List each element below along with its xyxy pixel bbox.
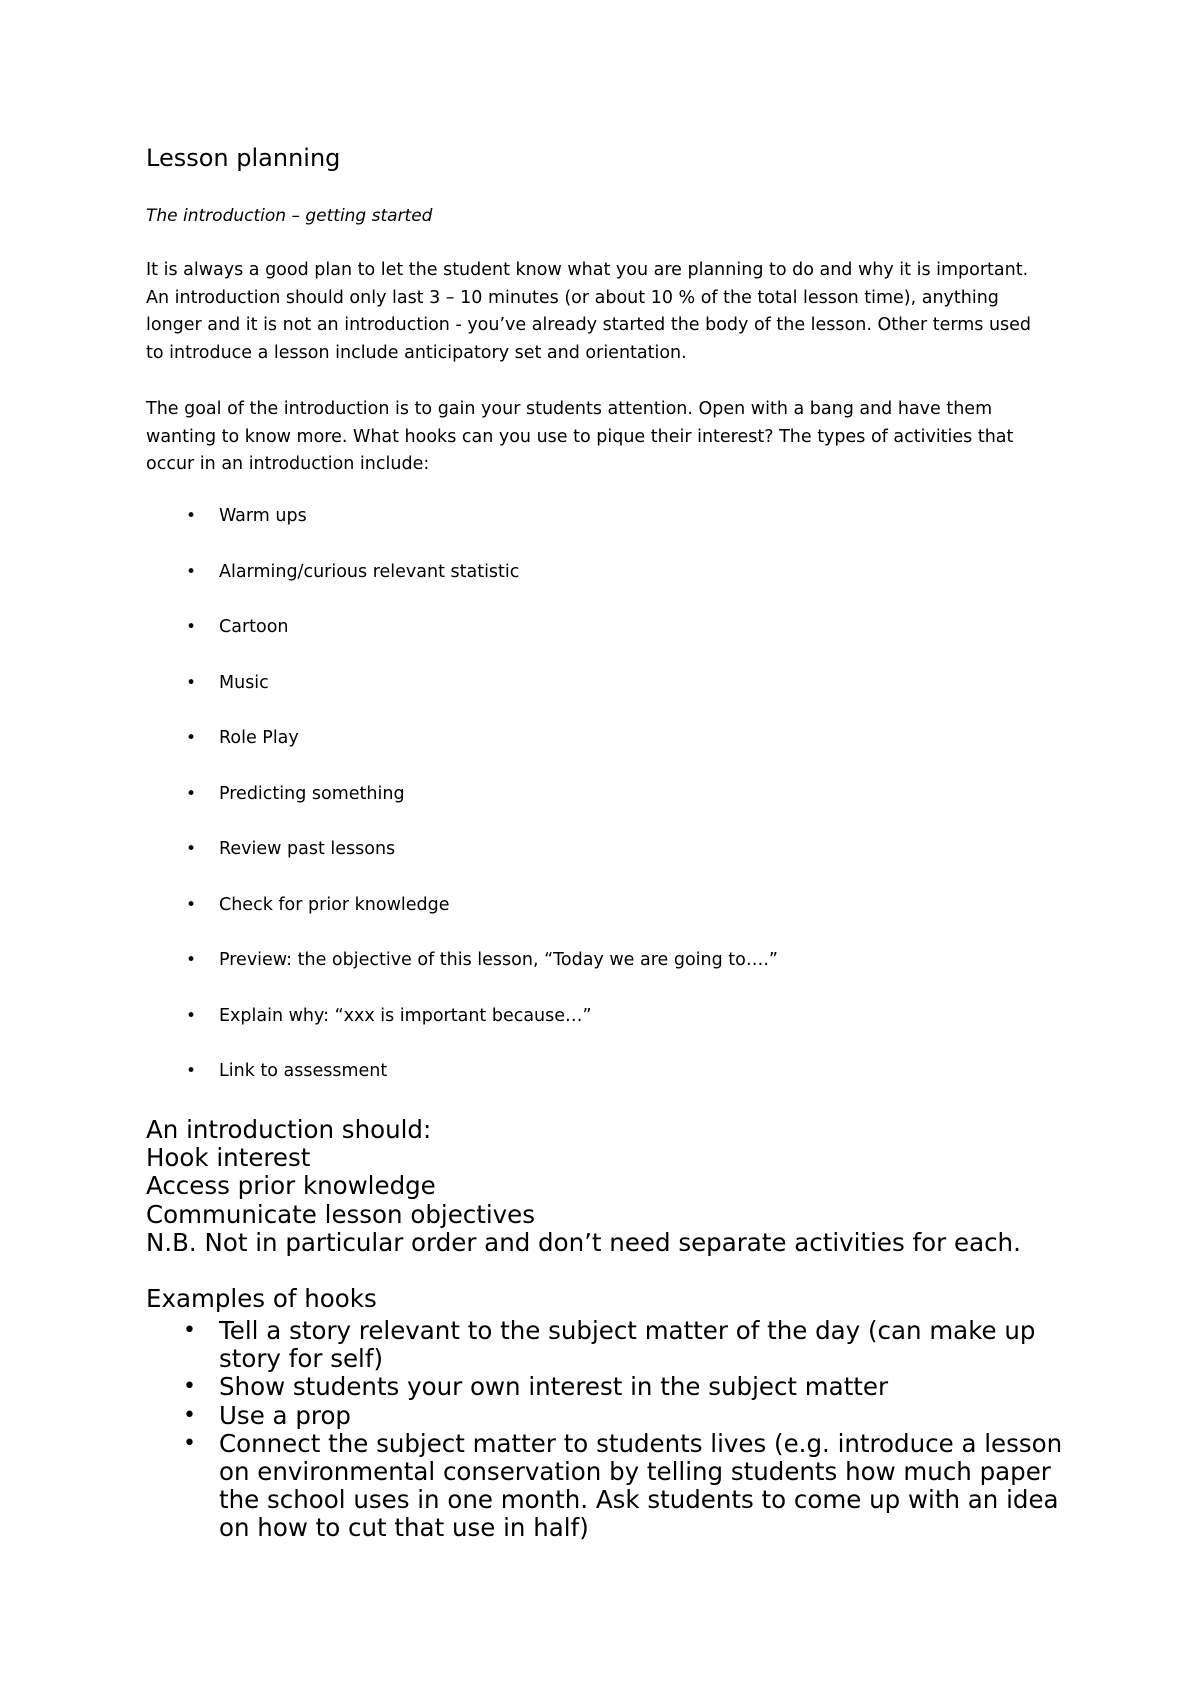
block-line: Hook interest	[146, 1143, 311, 1173]
bullet-icon: •	[183, 1374, 196, 1400]
bullet-icon: •	[186, 950, 197, 970]
list-item-text	[219, 1317, 1062, 1373]
list-item-text: Role Play	[219, 728, 299, 748]
list-item-line: Use a prop	[219, 1400, 351, 1430]
paragraph-line: The goal of the introduction is to gain your students attention. Open with a bang and have them	[146, 399, 993, 419]
list-item	[146, 1373, 1062, 1401]
paragraph-line: It is always a good plan to let the student know what you are planning to do and why it is important.	[146, 260, 1029, 280]
bullet-icon: •	[186, 1061, 197, 1081]
list-item-text: Music	[219, 672, 269, 693]
paragraph-line: longer and it is not an introduction - you’ve already started the body of the lesson. Other terms used	[146, 315, 1032, 335]
list-item-text: Explain why: “xxx is important because…”	[219, 1005, 592, 1026]
list-item-line: Tell a story relevant to the subject matter of the day (can make up	[219, 1316, 1036, 1345]
list-item-text	[219, 1430, 1062, 1543]
list-item-line: the school uses in one month. Ask students to come up with an idea	[219, 1485, 1059, 1515]
bullet-icon: •	[186, 672, 197, 693]
list-item-line: Connect the subject matter to students lives (e.g. introduce a lesson	[219, 1428, 1063, 1458]
bullet-icon: •	[186, 783, 197, 804]
hooks-heading: Examples of hooks	[146, 1284, 377, 1313]
list-item-text: Alarming/curious relevant statistic	[219, 561, 520, 582]
block-line: Access prior knowledge	[146, 1171, 436, 1201]
list-item-text: Preview: the objective of this lesson, “Today we are going to….”	[219, 950, 778, 970]
list-item-line: on environmental conservation by telling students how much paper	[219, 1457, 1051, 1487]
paragraph-line: wanting to know more. What hooks can you use to pique their interest? The types of activities that	[146, 426, 1014, 447]
list-item-line: Show students your own interest in the subject matter	[219, 1372, 889, 1402]
list-item-text: Link to assessment	[219, 1061, 388, 1081]
section-subtitle: The introduction – getting started	[146, 206, 433, 226]
bullet-icon: •	[186, 617, 197, 637]
hooks-list	[146, 1317, 1062, 1543]
list-item-line: story for self)	[219, 1344, 384, 1374]
block-heading: An introduction should:	[146, 1115, 432, 1144]
list-item-text: Check for prior knowledge	[219, 894, 450, 915]
list-item	[146, 1402, 1062, 1430]
bullet-icon: •	[186, 839, 197, 859]
list-item-text: Review past lessons	[219, 839, 396, 859]
paragraph-line: occur in an introduction include:	[146, 454, 430, 474]
block-line: Communicate lesson objectives	[146, 1199, 535, 1229]
block-note: N.B. Not in particular order and don’t need separate activities for each.	[146, 1227, 1021, 1257]
list-item-text: Warm ups	[219, 506, 307, 526]
list-item	[146, 1317, 1062, 1373]
list-item-text	[219, 1373, 1062, 1401]
list-item	[146, 1430, 1062, 1543]
list-item-text: Predicting something	[219, 783, 405, 804]
paragraph-line: to introduce a lesson include anticipatory set and orientation.	[146, 342, 687, 363]
list-item-line: on how to cut that use in half)	[219, 1513, 589, 1543]
goal-paragraph	[146, 396, 1066, 479]
bullet-icon: •	[183, 1430, 196, 1456]
bullet-icon: •	[183, 1402, 196, 1428]
document-title: Lesson planning	[146, 144, 341, 172]
bullet-icon: •	[183, 1318, 196, 1343]
bullet-icon: •	[186, 728, 197, 748]
paragraph-line: An introduction should only last 3 – 10 minutes (or about 10 % of the total lesson time), anything	[146, 287, 999, 308]
intro-paragraph	[146, 257, 1066, 367]
bullet-icon: •	[186, 894, 197, 915]
list-item-text: Cartoon	[219, 617, 289, 637]
bullet-icon: •	[186, 506, 197, 526]
bullet-icon: •	[186, 1005, 197, 1026]
list-item-text	[219, 1402, 1062, 1430]
introduction-should-block	[146, 1116, 1021, 1257]
bullet-icon: •	[186, 561, 197, 582]
